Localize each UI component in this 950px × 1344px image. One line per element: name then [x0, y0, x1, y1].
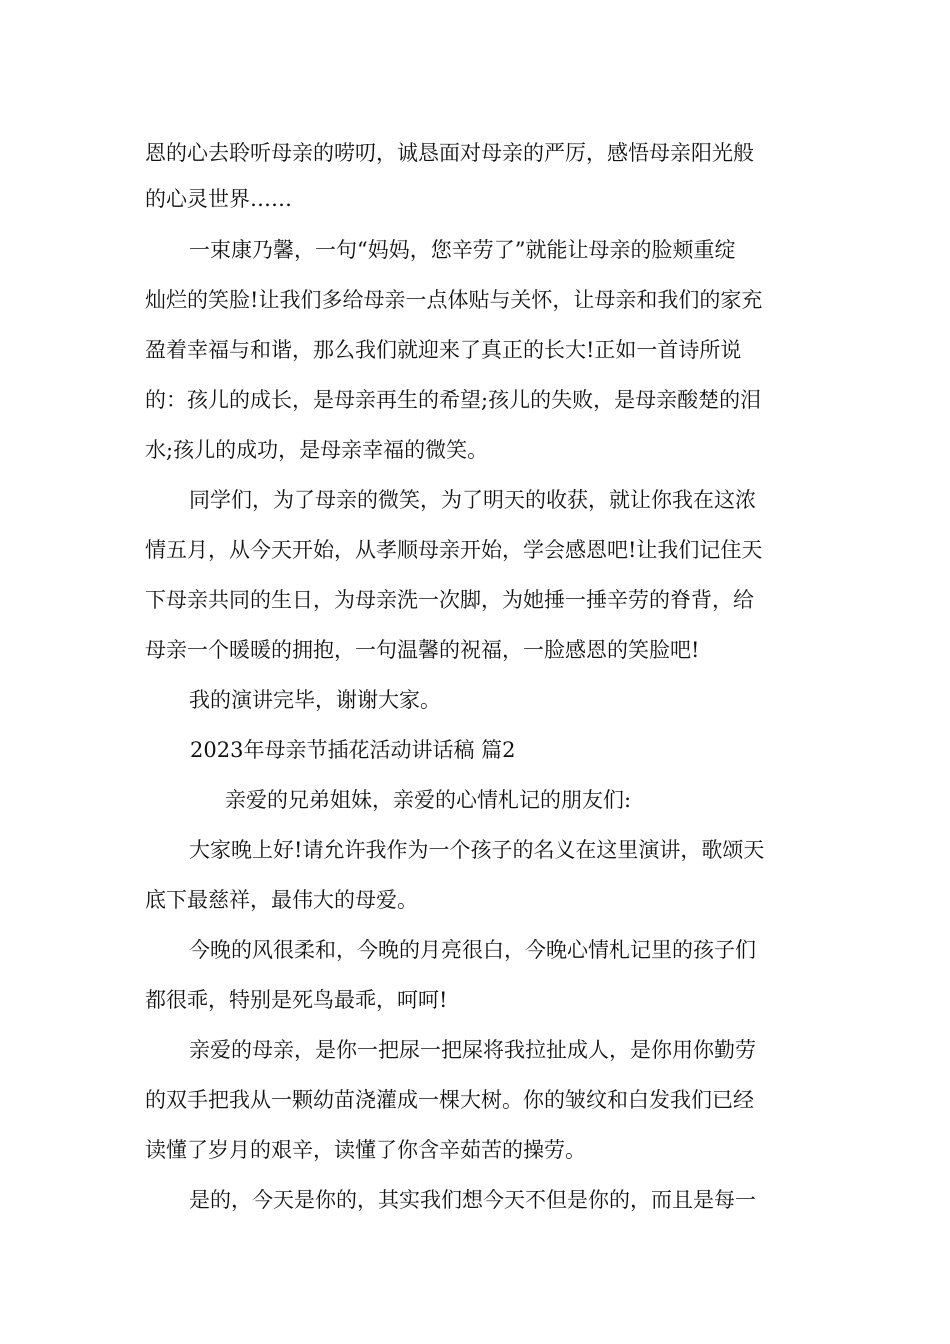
- text-line: 都很乖，特别是死鸟最乖，呵呵!: [145, 988, 448, 1012]
- text-line: 底下最慈祥，最伟大的母爱。: [145, 888, 418, 912]
- text-line: 盈着幸福与和谐，那么我们就迎来了真正的长大!正如一首诗所说: [145, 338, 742, 362]
- paragraph-start-line: 今晚的风很柔和，今晚的月亮很白，今晚心情札记里的孩子们: [189, 938, 756, 962]
- greeting-line: 亲爱的兄弟姐妹，亲爱的心情札记的朋友们:: [225, 788, 632, 812]
- text-line: 读懂了岁月的艰辛，读懂了你含辛茹苦的操劳。: [145, 1138, 586, 1162]
- paragraph-start-line: 我的演讲完毕，谢谢大家。: [189, 688, 441, 712]
- section-heading: 2023年母亲节插花活动讲话稿 篇2: [190, 738, 516, 762]
- text-line: 灿烂的笑脸!让我们多给母亲一点体贴与关怀，让母亲和我们的家充: [145, 288, 763, 312]
- text-line: 的心灵世界……: [145, 187, 292, 211]
- text-line: 恩的心去聆听母亲的唠叨，诚恳面对母亲的严厉，感悟母亲阳光般: [145, 141, 754, 165]
- paragraph-start-line: 亲爱的母亲，是你一把尿一把屎将我拉扯成人，是你用你勤劳: [189, 1038, 756, 1062]
- text-line: 的双手把我从一颗幼苗浇灌成一棵大树。你的皱纹和白发我们已经: [145, 1088, 754, 1112]
- paragraph-start-line: 大家晚上好!请允许我作为一个孩子的名义在这里演讲，歌颂天: [189, 838, 765, 862]
- text-line: 母亲一个暖暖的拥抱，一句温馨的祝福，一脸感恩的笑脸吧!: [145, 638, 700, 662]
- paragraph-start-line: 是的，今天是你的，其实我们想今天不但是你的，而且是每一: [189, 1188, 756, 1212]
- text-line: 情五月，从今天开始，从孝顺母亲开始，学会感恩吧!让我们记住天: [145, 538, 763, 562]
- text-line: 的：孩儿的成长，是母亲再生的希望;孩儿的失败，是母亲酸楚的泪: [145, 388, 762, 412]
- text-line: 水;孩儿的成功，是母亲幸福的微笑。: [145, 438, 489, 462]
- paragraph-start-line: 一束康乃馨，一句“妈妈，您辛劳了”就能让母亲的脸颊重绽: [189, 238, 736, 262]
- text-line: 下母亲共同的生日，为母亲洗一次脚，为她捶一捶辛劳的脊背，给: [145, 588, 754, 612]
- paragraph-start-line: 同学们，为了母亲的微笑，为了明天的收获，就让你我在这浓: [189, 488, 756, 512]
